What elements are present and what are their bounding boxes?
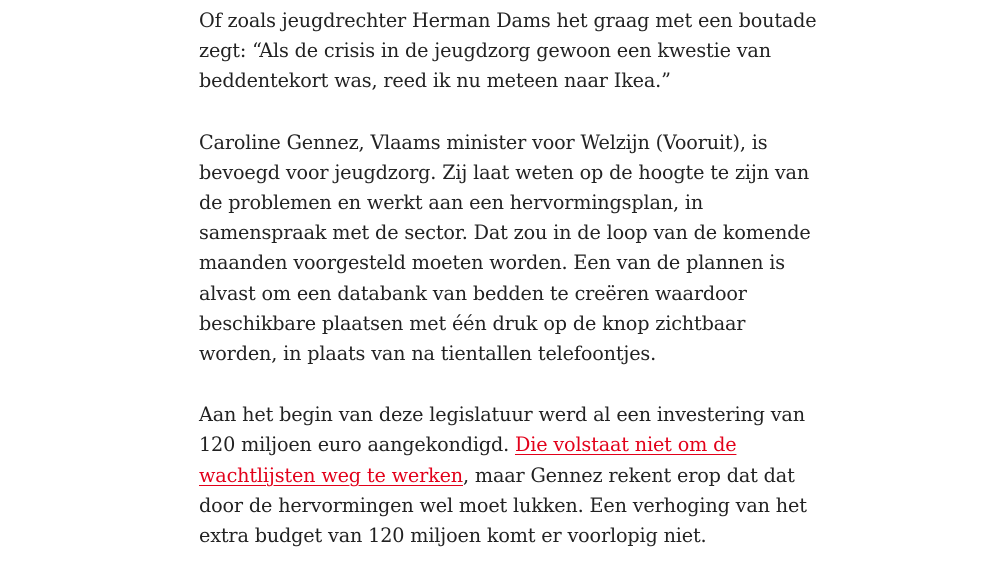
paragraph-budget <box>199 400 819 551</box>
inline-article-link[interactable]: Die volstaat niet om de wachtlijsten weg te werken <box>199 433 737 487</box>
paragraph-budget-after-link: , maar Gennez rekent erop dat dat door de hervormingen wel moet lukken. Een verhoging van het extra budget van 120 miljoen komt er voorlopig niet. <box>199 463 807 548</box>
paragraph-minister: Caroline Gennez, Vlaams minister voor Welzijn (Vooruit), is bevoegd voor jeugdzorg. Zij laat weten op de hoogte te zijn van de problemen en werkt aan een hervormingsplan, in samenspraak met de sector. Dat zou in de loop van de komende maanden voorgesteld moeten worden. Een van de plannen is alvast om een databank van bedden te creëren waardoor beschikbare plaatsen met één druk op de knop zichtbaar worden, in plaats van na tientallen telefoontjes. <box>199 130 811 366</box>
paragraph-budget-before-link: Aan het begin van deze legislatuur werd al een investering van 120 miljoen euro aangekondigd. <box>199 403 805 457</box>
article-body <box>199 6 819 551</box>
paragraph-quote: Of zoals jeugdrechter Herman Dams het graag met een boutade zegt: “Als de crisis in de jeugdzorg gewoon een kwestie van beddentekort was, reed ik nu meteen naar Ikea.” <box>199 9 817 93</box>
